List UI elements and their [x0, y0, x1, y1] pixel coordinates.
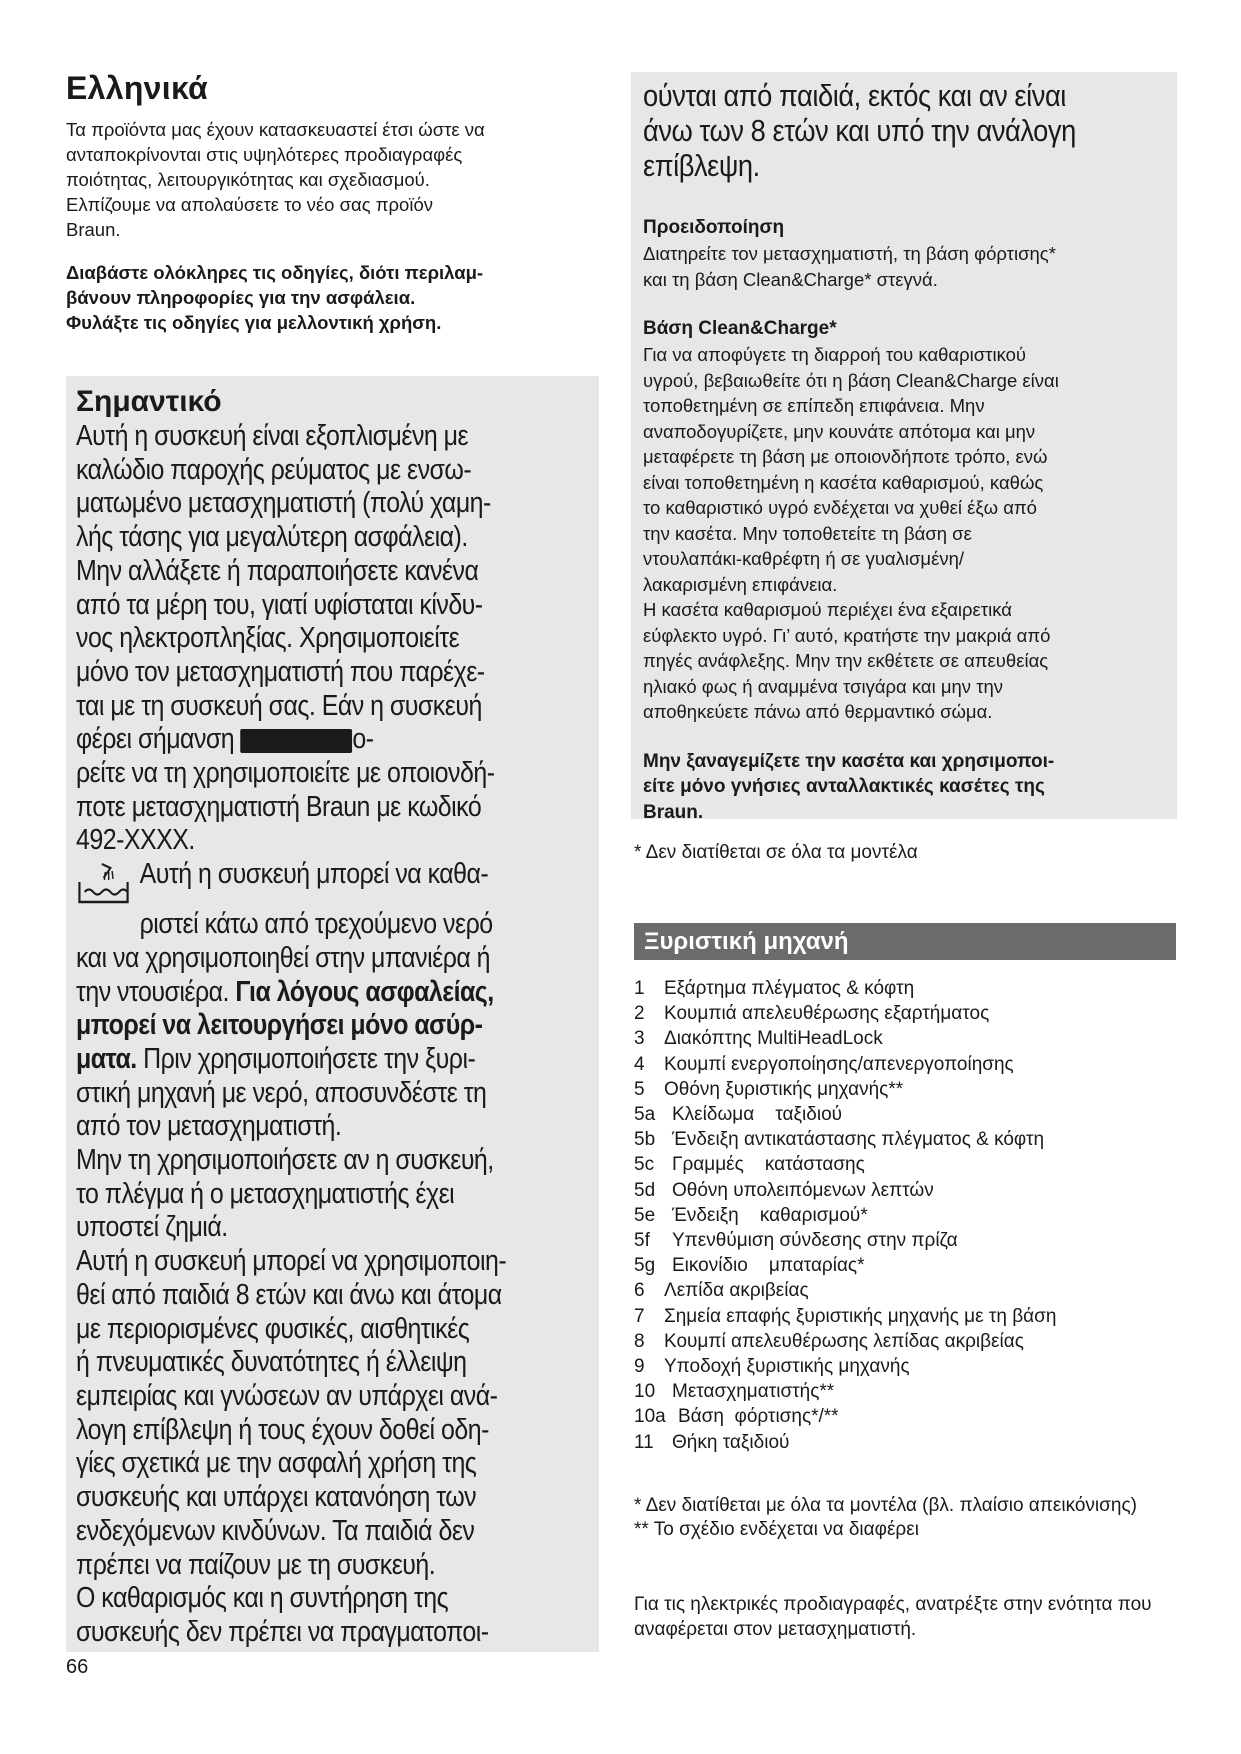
warning-line: Διατηρείτε τον μετασχηματιστή, τη βάση φόρτισης* — [643, 243, 1056, 264]
intro-line: ανταποκρίνονται στις υψηλότερες προδιαγραφές — [66, 144, 463, 165]
important-line: από τον μετασχηματιστή. — [76, 1110, 342, 1143]
part-number: 5b — [634, 1129, 656, 1151]
refill-line: είτε μόνο γνήσιες ανταλλακτικές κασέτες της — [643, 776, 1045, 797]
list-item — [634, 1152, 1179, 1177]
mixed-line-normal: την ντουσιέρα. — [76, 975, 236, 1008]
warning-line: και τη βάση Clean&Charge* στεγνά. — [643, 268, 938, 290]
language-title: Ελληνικά — [66, 70, 209, 106]
part-number: 6 — [634, 1280, 645, 1302]
mixed2-line-normal: Πριν χρησιμοποιήσετε την ξυρι- — [136, 1042, 476, 1075]
important-line: ρείτε να τη χρησιμοποιείτε με οποιονδή- — [76, 757, 495, 790]
intro-line: Braun. — [66, 219, 121, 240]
list-item — [634, 976, 1179, 1001]
section-heading-shaver: Ξυριστική μηχανή — [634, 923, 1176, 960]
important-line: καλώδιο παροχής ρεύματος με ενσω- — [76, 453, 472, 486]
important-line: και να χρησιμοποιηθεί στην μπανιέρα ή — [76, 941, 491, 974]
continued-line: επίβλεψη. — [643, 148, 760, 183]
part-number: 8 — [634, 1330, 645, 1352]
continued-text — [643, 78, 1171, 183]
important-line: ποτε μετασχηματιστή Braun με κωδικό — [76, 790, 482, 823]
part-label: Κουμπί απελευθέρωσης λεπίδας ακριβείας — [664, 1330, 1024, 1352]
continued-line: άνω των 8 ετών και υπό την ανάλογη — [643, 113, 1076, 148]
base-line: αναποδογυρίζετε, μην κουνάτε απότομα και μην — [643, 420, 1036, 442]
notice-line: βάνουν πληροφορίες για την ασφάλεια. — [66, 287, 416, 308]
warnings-box — [631, 72, 1177, 823]
important-line: γίες σχετικά με την ασφαλή χρήση της — [76, 1447, 477, 1480]
important-box — [66, 376, 599, 1652]
important-line: λογη επίβλεψη ή τους έχουν δοθεί οδη- — [76, 1413, 489, 1446]
note-not-all-models: * Δεν διατίθεται με όλα τα μοντέλα (βλ. πλαίσιο απεικόνισης) — [634, 1495, 1137, 1516]
important-line: Μην αλλάξετε ή παραποιήσετε κανένα — [76, 554, 479, 587]
important-line: ενδεχόμενων κινδύνων. Τα παιδιά δεν — [76, 1514, 475, 1547]
part-label: Ένδειξη αντικατάστασης πλέγματος & κόφτη — [672, 1129, 1045, 1151]
part-number: 1 — [634, 978, 645, 999]
redacted-marking-icon — [241, 729, 353, 753]
part-label: Κουμπιά απελευθέρωσης εξαρτήματος — [664, 1003, 990, 1025]
list-item — [634, 1001, 1179, 1026]
important-line: το πλέγμα ή ο μετασχηματιστής έχει — [76, 1177, 455, 1210]
important-line: ται με τη συσκευή σας. Εάν η συσκευή — [76, 689, 482, 722]
electrical-specs-note: Για τις ηλεκτρικές προδιαγραφές, ανατρέξτε στην ενότητα που αναφέρεται στον μετασχηματιστή. — [634, 1594, 1152, 1640]
continued-line: ούνται από παιδιά, εκτός και αν είναι — [643, 78, 1066, 113]
marking-suffix: o- — [352, 723, 374, 756]
part-label: Υπενθύμιση σύνδεσης στην πρίζα — [672, 1230, 958, 1252]
list-item — [634, 1404, 1179, 1429]
list-item — [634, 1304, 1179, 1329]
part-label: Εξάρτημα πλέγματος & κόφτη — [664, 978, 915, 999]
part-label: Γραμμές κατάστασης — [672, 1154, 865, 1176]
part-label: Κλείδωμα ταξιδιού — [672, 1104, 843, 1126]
intro-line: ποιότητας, λειτουργικότητας και σχεδιασμού. — [66, 169, 430, 190]
part-label: Θήκη ταξιδιού — [672, 1431, 790, 1453]
list-item — [634, 1026, 1179, 1051]
part-number: 5f — [634, 1230, 650, 1252]
important-line: θεί από παιδιά 8 ετών και άνω και άτομα — [76, 1278, 502, 1311]
important-line: από τα μέρη του, γιατί υφίσταται κίνδυ- — [76, 588, 483, 621]
important-title: Σημαντικό — [76, 385, 222, 418]
part-label: Διακόπτης MultiHeadLock — [664, 1028, 883, 1050]
marking-prefix: φέρει σήμανση — [76, 723, 235, 756]
list-item — [634, 1178, 1179, 1203]
base-line: ηλιακό φως ή αναμμένα τσιγάρα και μην την — [643, 675, 1004, 697]
important-line: Ο καθαρισμός και η συντήρηση της — [76, 1582, 449, 1615]
list-item — [634, 1203, 1179, 1228]
intro-line: Ελπίζουμε να απολαύσετε το νέο σας προϊόν — [66, 194, 433, 215]
part-number: 5c — [634, 1154, 655, 1176]
important-line: με περιορισμένες φυσικές, αισθητικές — [76, 1312, 470, 1345]
refill-line: Μην ξαναγεμίζετε την κασέτα και χρησιμοποι- — [643, 750, 1055, 772]
part-number: 5e — [634, 1204, 656, 1226]
list-item — [634, 1278, 1179, 1303]
base-heading: Βάση Clean&Charge* — [643, 318, 837, 339]
part-number: 5 — [634, 1078, 645, 1100]
important-line: συσκευής δεν πρέπει να πραγματοποι- — [76, 1615, 489, 1648]
intro-paragraph — [66, 117, 596, 242]
read-instructions-notice — [66, 260, 606, 335]
left-column — [66, 70, 606, 335]
base-line: υγρού, βεβαιωθείτε ότι η βάση Clean&Charge είναι — [643, 369, 1059, 391]
list-item — [634, 1379, 1179, 1404]
part-number: 9 — [634, 1356, 645, 1378]
base-line: Για να αποφύγετε τη διαρροή του καθαριστικού — [643, 344, 1027, 365]
part-number: 5a — [634, 1104, 656, 1126]
part-number: 5g — [634, 1255, 656, 1277]
water-line: ριστεί κάτω από τρεχούμενο νερό — [139, 908, 493, 941]
intro-line: Τα προϊόντα μας έχουν κατασκευαστεί έτσι ώστε να — [66, 119, 485, 140]
base-line: το καθαριστικό υγρό ενδέχεται να χυθεί έξω από — [643, 497, 1037, 518]
warning-heading: Προειδοποίηση — [643, 217, 785, 238]
base-line: τοποθετημένη σε επίπεδη επιφάνεια. Μην — [643, 395, 985, 416]
part-label: Εικονίδιο μπαταρίας* — [672, 1255, 865, 1277]
refill-line: Braun. — [643, 801, 704, 823]
note-design-varies: ** Το σχέδιο ενδέχεται να διαφέρει — [634, 1519, 919, 1540]
mixed2-line-bold: ματα. — [76, 1042, 137, 1075]
notice-line: Διαβάστε ολόκληρες τις οδηγίες, διότι περιλαμ- — [66, 262, 484, 283]
important-line: ματωμένο μετασχηματιστή (πολύ χαμη- — [76, 487, 491, 520]
mixed-line-bold: Για λόγους ασφαλείας, — [235, 975, 494, 1008]
part-number: 10a — [634, 1406, 666, 1428]
water-washable-icon — [76, 858, 131, 908]
part-number: 2 — [634, 1003, 645, 1025]
part-number: 4 — [634, 1053, 645, 1075]
part-number: 5d — [634, 1179, 656, 1201]
availability-footnote: * Δεν διατίθεται σε όλα τα μοντέλα — [634, 842, 918, 863]
part-label: Οθόνη ξυριστικής μηχανής** — [664, 1078, 904, 1100]
part-label: Υποδοχή ξυριστικής μηχανής — [664, 1356, 910, 1378]
list-item — [634, 1127, 1179, 1152]
part-label: Λεπίδα ακριβείας — [664, 1280, 809, 1302]
page-number: 66 — [66, 1656, 89, 1678]
list-item — [634, 1253, 1179, 1278]
list-item — [634, 1228, 1179, 1253]
part-label: Βάση φόρτισης*/** — [678, 1406, 839, 1428]
parts-notes — [634, 1494, 1179, 1542]
important-line: μόνο τον μετασχηματιστή που παρέχε- — [76, 655, 485, 688]
base-line: μεταφέρετε τη βάση με οποιονδήποτε τρόπο, ενώ — [643, 446, 1048, 467]
important-line: εμπειρίας και γνώσεων αν υπάρχει ανά- — [76, 1379, 498, 1412]
list-item — [634, 1329, 1179, 1354]
important-line: Αυτή η συσκευή είναι εξοπλισμένη με — [76, 420, 469, 452]
base-line: πηγές ανάφλεξης. Μην την εκθέτετε σε απευθείας — [643, 650, 1049, 671]
base-line: ντουλαπάκι-καθρέφτη ή σε γυαλισμένη/ — [643, 548, 964, 569]
base-line: λακαρισμένη επιφάνεια. — [643, 573, 838, 595]
important-text — [76, 420, 592, 1650]
warning-text — [643, 241, 1167, 292]
safety-bold-line: μπορεί να λειτουργήσει μόνο ασύρ- — [76, 1009, 483, 1042]
part-number: 10 — [634, 1381, 656, 1403]
important-line: συσκευής και υπάρχει κατανόηση των — [76, 1481, 477, 1514]
part-label: Οθόνη υπολειπόμενων λεπτών — [672, 1179, 934, 1201]
part-number: 7 — [634, 1305, 645, 1327]
base-line: την κασέτα. Μην τοποθετείτε τη βάση σε — [643, 522, 972, 544]
list-item — [634, 1102, 1179, 1127]
important-line: στική μηχανή με νερό, αποσυνδέστε τη — [76, 1076, 487, 1109]
part-label: Κουμπί ενεργοποίησης/απενεργοποίησης — [664, 1053, 1014, 1075]
part-label: Μετασχηματιστής** — [672, 1381, 835, 1403]
important-line: υποστεί ζημιά. — [76, 1211, 228, 1244]
base-text — [643, 342, 1167, 725]
important-line: 492-XXXX. — [76, 824, 195, 857]
parts-list — [634, 976, 1179, 1455]
important-line: πρέπει να παίζουν με τη συσκευή. — [76, 1548, 436, 1581]
list-item — [634, 1077, 1179, 1102]
important-line: λής τάσης για μεγαλύτερη ασφάλεια). — [76, 521, 468, 554]
important-line: Μην τη χρησιμοποιήσετε αν η συσκευή, — [76, 1144, 494, 1177]
base-line: αποθηκεύετε πάνω από θερμαντικό σώμα. — [643, 701, 993, 722]
important-line: ή πνευματικές δυνατότητες ή έλλειψη — [76, 1346, 467, 1379]
base-line: είναι τοποθετημένη η κασέτα καθαρισμού, καθώς — [643, 471, 1044, 493]
water-line: Αυτή η συσκευή μπορεί να καθα- — [139, 858, 489, 891]
part-number: 11 — [634, 1431, 654, 1453]
part-label: Σημεία επαφής ξυριστικής μηχανής με τη βάση — [664, 1305, 1057, 1327]
part-number: 3 — [634, 1028, 645, 1050]
base-line: Η κασέτα καθαρισμού περιέχει ένα εξαιρετικά — [643, 599, 1012, 620]
base-line: εύφλεκτο υγρό. Γι’ αυτό, κρατήστε την μακριά από — [643, 624, 1051, 646]
refill-warning — [643, 749, 1167, 826]
important-line: νος ηλεκτροπληξίας. Χρησιμοποιείτε — [76, 622, 460, 655]
notice-line: Φυλάξτε τις οδηγίες για μελλοντική χρήση. — [66, 312, 442, 333]
list-item — [634, 1430, 1179, 1455]
list-item — [634, 1354, 1179, 1379]
part-label: Ένδειξη καθαρισμού* — [672, 1204, 868, 1226]
list-item — [634, 1052, 1179, 1077]
important-line: Αυτή η συσκευή μπορεί να χρησιμοποιη- — [76, 1245, 507, 1278]
